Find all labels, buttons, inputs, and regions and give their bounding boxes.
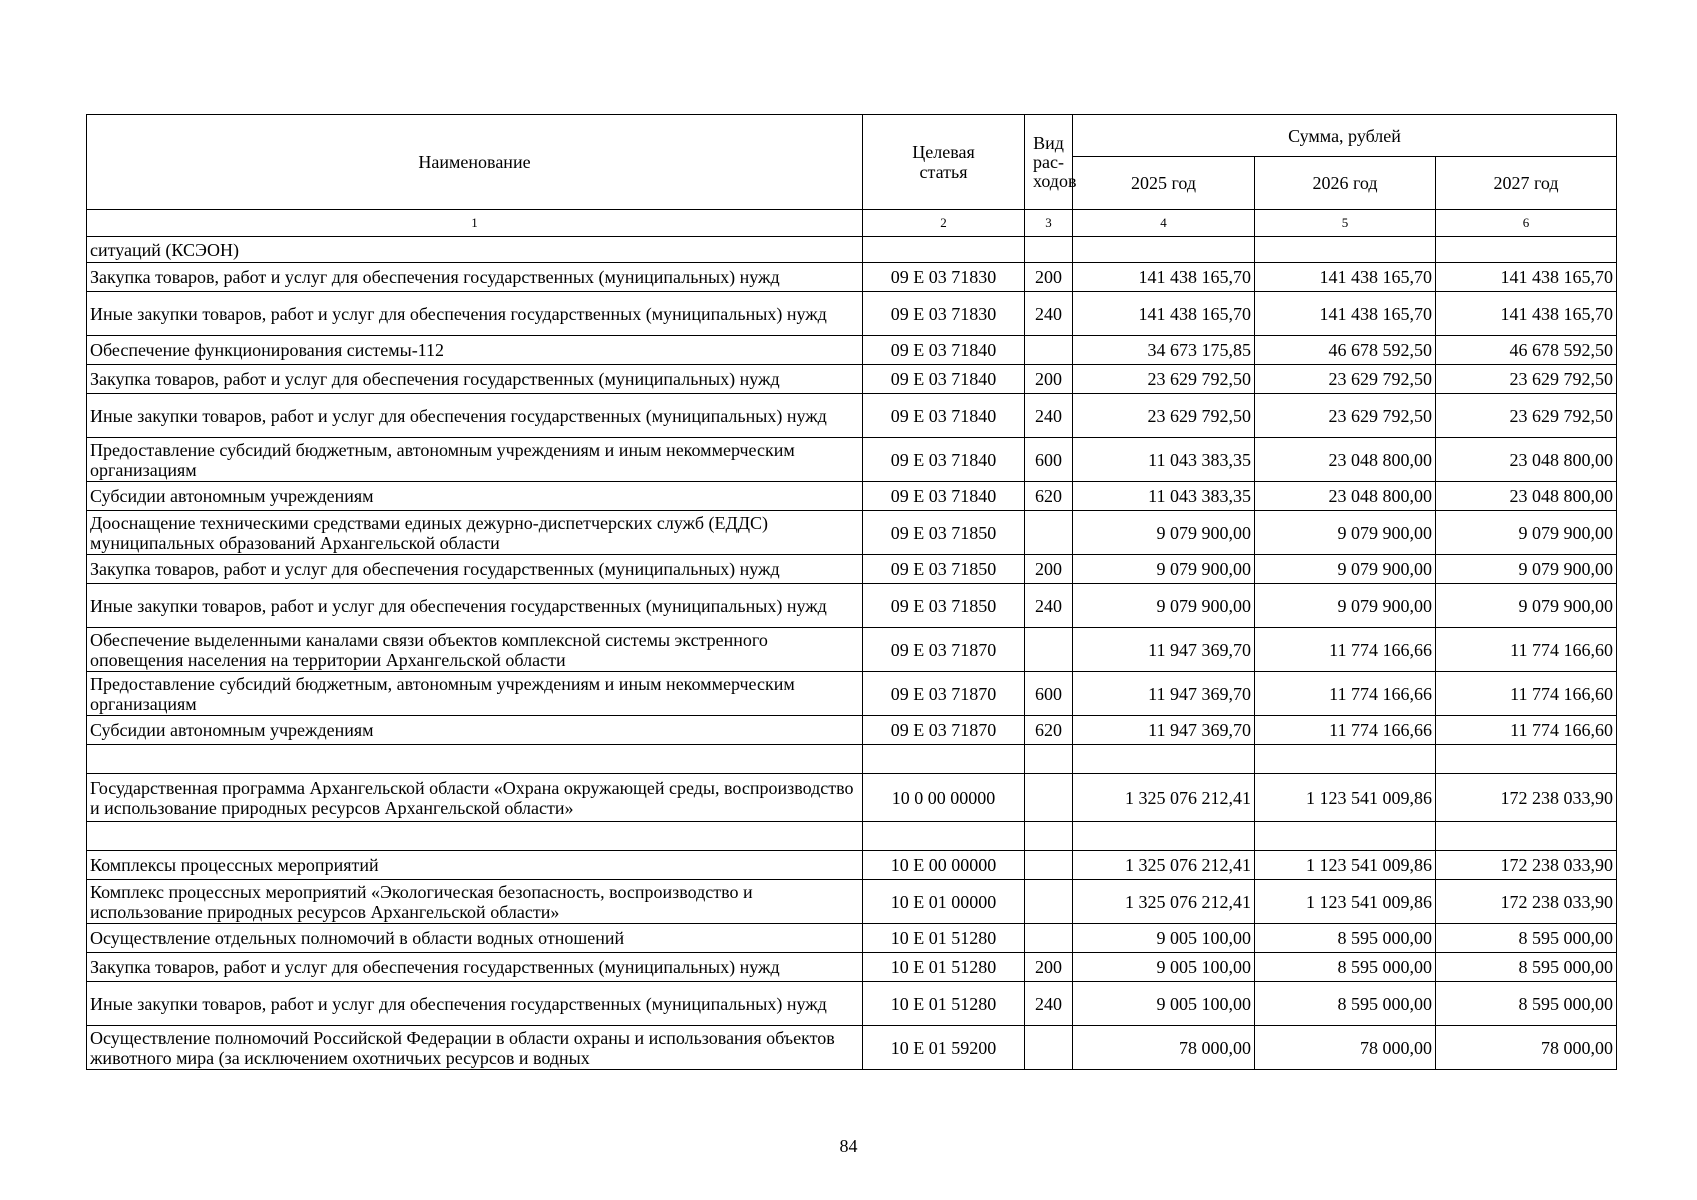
row-amount-2027: 172 238 033,90: [1436, 774, 1617, 822]
row-amount-2026: [1255, 237, 1436, 263]
table-row: [87, 851, 1617, 880]
row-amount-2027: 172 238 033,90: [1436, 880, 1617, 924]
row-amount-2026: 9 079 900,00: [1255, 511, 1436, 555]
row-name: Предоставление субсидий бюджетным, автономным учреждениям и иным некоммерческим организациям: [87, 438, 863, 482]
row-name: Закупка товаров, работ и услуг для обеспечения государственных (муниципальных) нужд: [87, 953, 863, 982]
row-expense-kind: 240: [1025, 394, 1073, 438]
header-kind-label: Вид рас-ходов: [1033, 132, 1077, 191]
row-name: Обеспечение функционирования системы-112: [87, 336, 863, 365]
row-expense-kind: [1025, 774, 1073, 822]
row-amount-2025: 11 947 369,70: [1073, 628, 1255, 672]
row-name: Субсидии автономным учреждениям: [87, 716, 863, 745]
row-amount-2025: 34 673 175,85: [1073, 336, 1255, 365]
row-amount-2026: 8 595 000,00: [1255, 953, 1436, 982]
row-amount-2027: 78 000,00: [1436, 1026, 1617, 1070]
row-amount-2026: 1 123 541 009,86: [1255, 851, 1436, 880]
row-amount-2026: 9 079 900,00: [1255, 555, 1436, 584]
row-amount-2027: 141 438 165,70: [1436, 263, 1617, 292]
table-row: [87, 924, 1617, 953]
row-name: Иные закупки товаров, работ и услуг для обеспечения государственных (муниципальных) нужд: [87, 982, 863, 1026]
row-expense-kind: 240: [1025, 982, 1073, 1026]
budget-table: [86, 114, 1617, 1070]
header-year-2025: 2025 год: [1073, 157, 1255, 210]
row-expense-kind: 620: [1025, 716, 1073, 745]
row-amount-2025: 11 043 383,35: [1073, 482, 1255, 511]
table-row: [87, 745, 1617, 774]
row-amount-2027: 9 079 900,00: [1436, 511, 1617, 555]
row-target-code: 10 Е 01 59200: [863, 1026, 1025, 1070]
row-target-code: 10 Е 01 51280: [863, 924, 1025, 953]
row-name: [87, 745, 863, 774]
row-name: [87, 822, 863, 851]
table-row: [87, 953, 1617, 982]
row-name: Иные закупки товаров, работ и услуг для обеспечения государственных (муниципальных) нужд: [87, 292, 863, 336]
row-target-code: 09 Е 03 71830: [863, 263, 1025, 292]
row-expense-kind: [1025, 851, 1073, 880]
table-row: [87, 394, 1617, 438]
row-amount-2027: 23 629 792,50: [1436, 365, 1617, 394]
table-row: [87, 716, 1617, 745]
table-row: [87, 511, 1617, 555]
row-amount-2027: 8 595 000,00: [1436, 953, 1617, 982]
row-amount-2027: 11 774 166,60: [1436, 716, 1617, 745]
row-amount-2025: 11 043 383,35: [1073, 438, 1255, 482]
row-target-code: [863, 745, 1025, 774]
table-row: [87, 365, 1617, 394]
row-name: Дооснащение техническими средствами единых дежурно-диспетчерских служб (ЕДДС) муниципальных образований Архангельской области: [87, 511, 863, 555]
row-name: Субсидии автономным учреждениям: [87, 482, 863, 511]
row-name: Осуществление полномочий Российской Федерации в области охраны и использования объектов животного мира (за исключением охотничьих ресурсов и водных: [87, 1026, 863, 1070]
row-target-code: 10 Е 01 51280: [863, 953, 1025, 982]
col-number: 5: [1255, 210, 1436, 237]
table-row: [87, 982, 1617, 1026]
row-amount-2027: 23 048 800,00: [1436, 482, 1617, 511]
row-amount-2026: 141 438 165,70: [1255, 292, 1436, 336]
row-name: Комплекс процессных мероприятий «Экологическая безопасность, воспроизводство и использование природных ресурсов Архангельской области»: [87, 880, 863, 924]
row-target-code: 10 Е 00 00000: [863, 851, 1025, 880]
row-amount-2026: [1255, 822, 1436, 851]
row-amount-2025: 9 005 100,00: [1073, 982, 1255, 1026]
col-number: 2: [863, 210, 1025, 237]
table-row: [87, 628, 1617, 672]
row-name: Государственная программа Архангельской области «Охрана окружающей среды, воспроизводство и использование природных ресурсов Архангельской области»: [87, 774, 863, 822]
row-amount-2025: 1 325 076 212,41: [1073, 851, 1255, 880]
row-name: Закупка товаров, работ и услуг для обеспечения государственных (муниципальных) нужд: [87, 263, 863, 292]
header-kind: [1025, 115, 1077, 210]
header-target-label: Целевая статья: [912, 142, 975, 182]
row-target-code: 09 Е 03 71850: [863, 555, 1025, 584]
row-amount-2025: 23 629 792,50: [1073, 365, 1255, 394]
row-expense-kind: [1025, 1026, 1073, 1070]
col-number: 3: [1025, 210, 1073, 237]
row-amount-2025: 9 079 900,00: [1073, 584, 1255, 628]
column-numbers-row: [87, 210, 1617, 237]
row-target-code: 09 Е 03 71870: [863, 672, 1025, 716]
row-amount-2027: 11 774 166,60: [1436, 672, 1617, 716]
row-expense-kind: [1025, 822, 1073, 851]
row-target-code: 09 Е 03 71850: [863, 511, 1025, 555]
table-row: [87, 880, 1617, 924]
row-expense-kind: [1025, 511, 1073, 555]
row-name: Осуществление отдельных полномочий в области водных отношений: [87, 924, 863, 953]
row-expense-kind: 200: [1025, 555, 1073, 584]
row-expense-kind: [1025, 628, 1073, 672]
row-amount-2026: 11 774 166,66: [1255, 628, 1436, 672]
row-amount-2027: 8 595 000,00: [1436, 924, 1617, 953]
page-number: 84: [839, 1136, 858, 1156]
row-amount-2027: 9 079 900,00: [1436, 584, 1617, 628]
table-row: [87, 237, 1617, 263]
row-amount-2027: [1436, 237, 1617, 263]
table-row: [87, 336, 1617, 365]
row-amount-2026: 23 629 792,50: [1255, 394, 1436, 438]
row-target-code: 09 Е 03 71870: [863, 716, 1025, 745]
header-year-2026: 2026 год: [1255, 157, 1436, 210]
row-target-code: 09 Е 03 71840: [863, 336, 1025, 365]
row-name: Обеспечение выделенными каналами связи объектов комплексной системы экстренного оповещения населения на территории Архангельской области: [87, 628, 863, 672]
table-row: [87, 292, 1617, 336]
row-amount-2026: 8 595 000,00: [1255, 924, 1436, 953]
row-expense-kind: 200: [1025, 365, 1073, 394]
row-target-code: 10 Е 01 00000: [863, 880, 1025, 924]
row-amount-2025: 9 079 900,00: [1073, 555, 1255, 584]
row-target-code: 09 Е 03 71840: [863, 482, 1025, 511]
row-name: Предоставление субсидий бюджетным, автономным учреждениям и иным некоммерческим организациям: [87, 672, 863, 716]
header-name: Наименование: [87, 115, 863, 210]
row-amount-2026: 46 678 592,50: [1255, 336, 1436, 365]
row-expense-kind: 200: [1025, 263, 1073, 292]
row-name: Комплексы процессных мероприятий: [87, 851, 863, 880]
row-expense-kind: [1025, 336, 1073, 365]
row-target-code: 09 Е 03 71850: [863, 584, 1025, 628]
col-number: 6: [1436, 210, 1617, 237]
row-target-code: 09 Е 03 71830: [863, 292, 1025, 336]
row-amount-2025: 141 438 165,70: [1073, 292, 1255, 336]
row-target-code: [863, 237, 1025, 263]
row-amount-2025: 78 000,00: [1073, 1026, 1255, 1070]
row-amount-2025: 11 947 369,70: [1073, 672, 1255, 716]
row-amount-2025: 1 325 076 212,41: [1073, 774, 1255, 822]
table-row: [87, 822, 1617, 851]
row-name: Иные закупки товаров, работ и услуг для обеспечения государственных (муниципальных) нужд: [87, 584, 863, 628]
row-target-code: 10 0 00 00000: [863, 774, 1025, 822]
row-amount-2025: 9 079 900,00: [1073, 511, 1255, 555]
row-amount-2027: [1436, 745, 1617, 774]
table-row: [87, 672, 1617, 716]
row-amount-2026: 8 595 000,00: [1255, 982, 1436, 1026]
row-amount-2025: 9 005 100,00: [1073, 924, 1255, 953]
row-expense-kind: [1025, 924, 1073, 953]
row-amount-2027: 172 238 033,90: [1436, 851, 1617, 880]
row-expense-kind: 600: [1025, 672, 1073, 716]
row-expense-kind: [1025, 745, 1073, 774]
row-target-code: 09 Е 03 71840: [863, 438, 1025, 482]
row-target-code: 10 Е 01 51280: [863, 982, 1025, 1026]
header-year-2027: 2027 год: [1436, 157, 1617, 210]
row-amount-2027: 11 774 166,60: [1436, 628, 1617, 672]
row-expense-kind: 240: [1025, 292, 1073, 336]
col-number: 4: [1073, 210, 1255, 237]
row-amount-2026: 78 000,00: [1255, 1026, 1436, 1070]
row-name: Иные закупки товаров, работ и услуг для обеспечения государственных (муниципальных) нужд: [87, 394, 863, 438]
row-name: Закупка товаров, работ и услуг для обеспечения государственных (муниципальных) нужд: [87, 555, 863, 584]
row-expense-kind: 240: [1025, 584, 1073, 628]
row-amount-2026: 1 123 541 009,86: [1255, 880, 1436, 924]
row-amount-2027: 23 629 792,50: [1436, 394, 1617, 438]
header-target: [863, 115, 1025, 210]
row-amount-2025: [1073, 822, 1255, 851]
row-amount-2026: 1 123 541 009,86: [1255, 774, 1436, 822]
table-row: [87, 263, 1617, 292]
row-name: ситуаций (КСЭОН): [87, 237, 863, 263]
row-amount-2025: 9 005 100,00: [1073, 953, 1255, 982]
row-amount-2027: 8 595 000,00: [1436, 982, 1617, 1026]
row-amount-2026: 11 774 166,66: [1255, 716, 1436, 745]
row-amount-2025: [1073, 745, 1255, 774]
row-amount-2027: 23 048 800,00: [1436, 438, 1617, 482]
row-amount-2025: [1073, 237, 1255, 263]
row-amount-2027: 46 678 592,50: [1436, 336, 1617, 365]
table-row: [87, 438, 1617, 482]
row-name: Закупка товаров, работ и услуг для обеспечения государственных (муниципальных) нужд: [87, 365, 863, 394]
col-number: 1: [87, 210, 863, 237]
row-target-code: 09 Е 03 71840: [863, 365, 1025, 394]
header-sum: Сумма, рублей: [1073, 115, 1617, 157]
row-amount-2026: 11 774 166,66: [1255, 672, 1436, 716]
row-amount-2025: 141 438 165,70: [1073, 263, 1255, 292]
row-amount-2025: 23 629 792,50: [1073, 394, 1255, 438]
row-expense-kind: [1025, 880, 1073, 924]
table-row: [87, 774, 1617, 822]
table-row: [87, 555, 1617, 584]
table-row: [87, 584, 1617, 628]
table-row: [87, 1026, 1617, 1070]
row-amount-2026: 23 629 792,50: [1255, 365, 1436, 394]
row-amount-2027: [1436, 822, 1617, 851]
row-amount-2026: 141 438 165,70: [1255, 263, 1436, 292]
table-body: [87, 237, 1617, 1070]
row-target-code: [863, 822, 1025, 851]
row-expense-kind: 200: [1025, 953, 1073, 982]
row-amount-2025: 11 947 369,70: [1073, 716, 1255, 745]
row-amount-2026: [1255, 745, 1436, 774]
row-amount-2026: 23 048 800,00: [1255, 438, 1436, 482]
row-amount-2027: 9 079 900,00: [1436, 555, 1617, 584]
row-expense-kind: 620: [1025, 482, 1073, 511]
row-amount-2026: 9 079 900,00: [1255, 584, 1436, 628]
row-amount-2026: 23 048 800,00: [1255, 482, 1436, 511]
table-header: [87, 115, 1617, 237]
row-amount-2025: 1 325 076 212,41: [1073, 880, 1255, 924]
row-target-code: 09 Е 03 71870: [863, 628, 1025, 672]
row-expense-kind: 600: [1025, 438, 1073, 482]
row-expense-kind: [1025, 237, 1073, 263]
row-amount-2027: 141 438 165,70: [1436, 292, 1617, 336]
row-target-code: 09 Е 03 71840: [863, 394, 1025, 438]
table-row: [87, 482, 1617, 511]
